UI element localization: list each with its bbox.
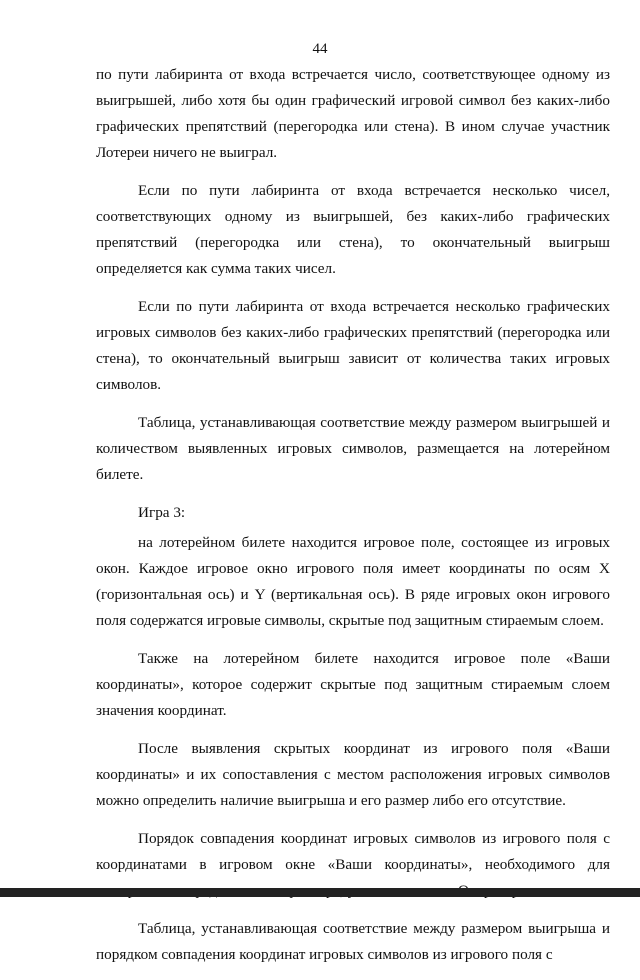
paragraph-symbols-table: Таблица, устанавливающая соответствие между размером выигрышей и количеством выявленных игровых символов, размещается на лотерейном билете. — [96, 414, 610, 483]
paragraph-match-table: Таблица, устанавливающая соответствие между размером выигрыша и порядком совпадения координат игровых символов из игрового поля с — [96, 920, 610, 963]
paragraph-match-order: Порядок совпадения координат игровых символов из игрового поля с координатами в игровом окне «Ваши координаты», необходимого для — [96, 830, 610, 873]
paragraph-your-coordinates: Также на лотерейном билете находится игровое поле «Ваши координаты», которое содержит скрытые под защитным стираемым слоем значения координат. — [96, 650, 610, 719]
scan-bottom-edge — [0, 888, 640, 897]
paragraph-multiple-numbers: Если по пути лабиринта от входа встречается несколько чисел, соответствующих одному из выигрышей, без каких-либо графических препятствий (перегородка или стена), то окончательный выигрыш определяется как сумма таких чисел. — [96, 182, 610, 277]
page-number: 44 — [312, 41, 328, 57]
paragraph-reveal-coordinates: После выявления скрытых координат из игрового поля «Ваши координаты» и их сопоставления с местом расположения игровых символов можно определить наличие выигрыша и его размер либо его отсутствие. — [96, 740, 610, 809]
game-3-heading: Игра 3: — [138, 504, 186, 521]
paragraph-game-field: на лотерейном билете находится игровое поле, состоящее из игровых окон. Каждое игровое окно игрового поля имеет координаты по осям X (горизонтальная ось) и Y (вертикальная ось). В ряде игровых окон игрового поля содержатся игровые символы, скрытые под защитным стираемым слоем. — [96, 534, 610, 629]
paragraph-multiple-symbols: Если по пути лабиринта от входа встречается несколько графических игровых символов без каких-либо графических препятствий (перегородка или стена), то окончательный выигрыш зависит от количества таких игровых символов. — [96, 298, 610, 393]
document-body — [96, 62, 610, 980]
paragraph-maze-win-condition: по пути лабиринта от входа встречается число, соответствующее одному из выигрышей, либо хотя бы один графический игровой символ без каких-либо графических препятствий (перегородка или стена). В ином случае участник Лотереи ничего не выиграл. — [96, 66, 610, 161]
